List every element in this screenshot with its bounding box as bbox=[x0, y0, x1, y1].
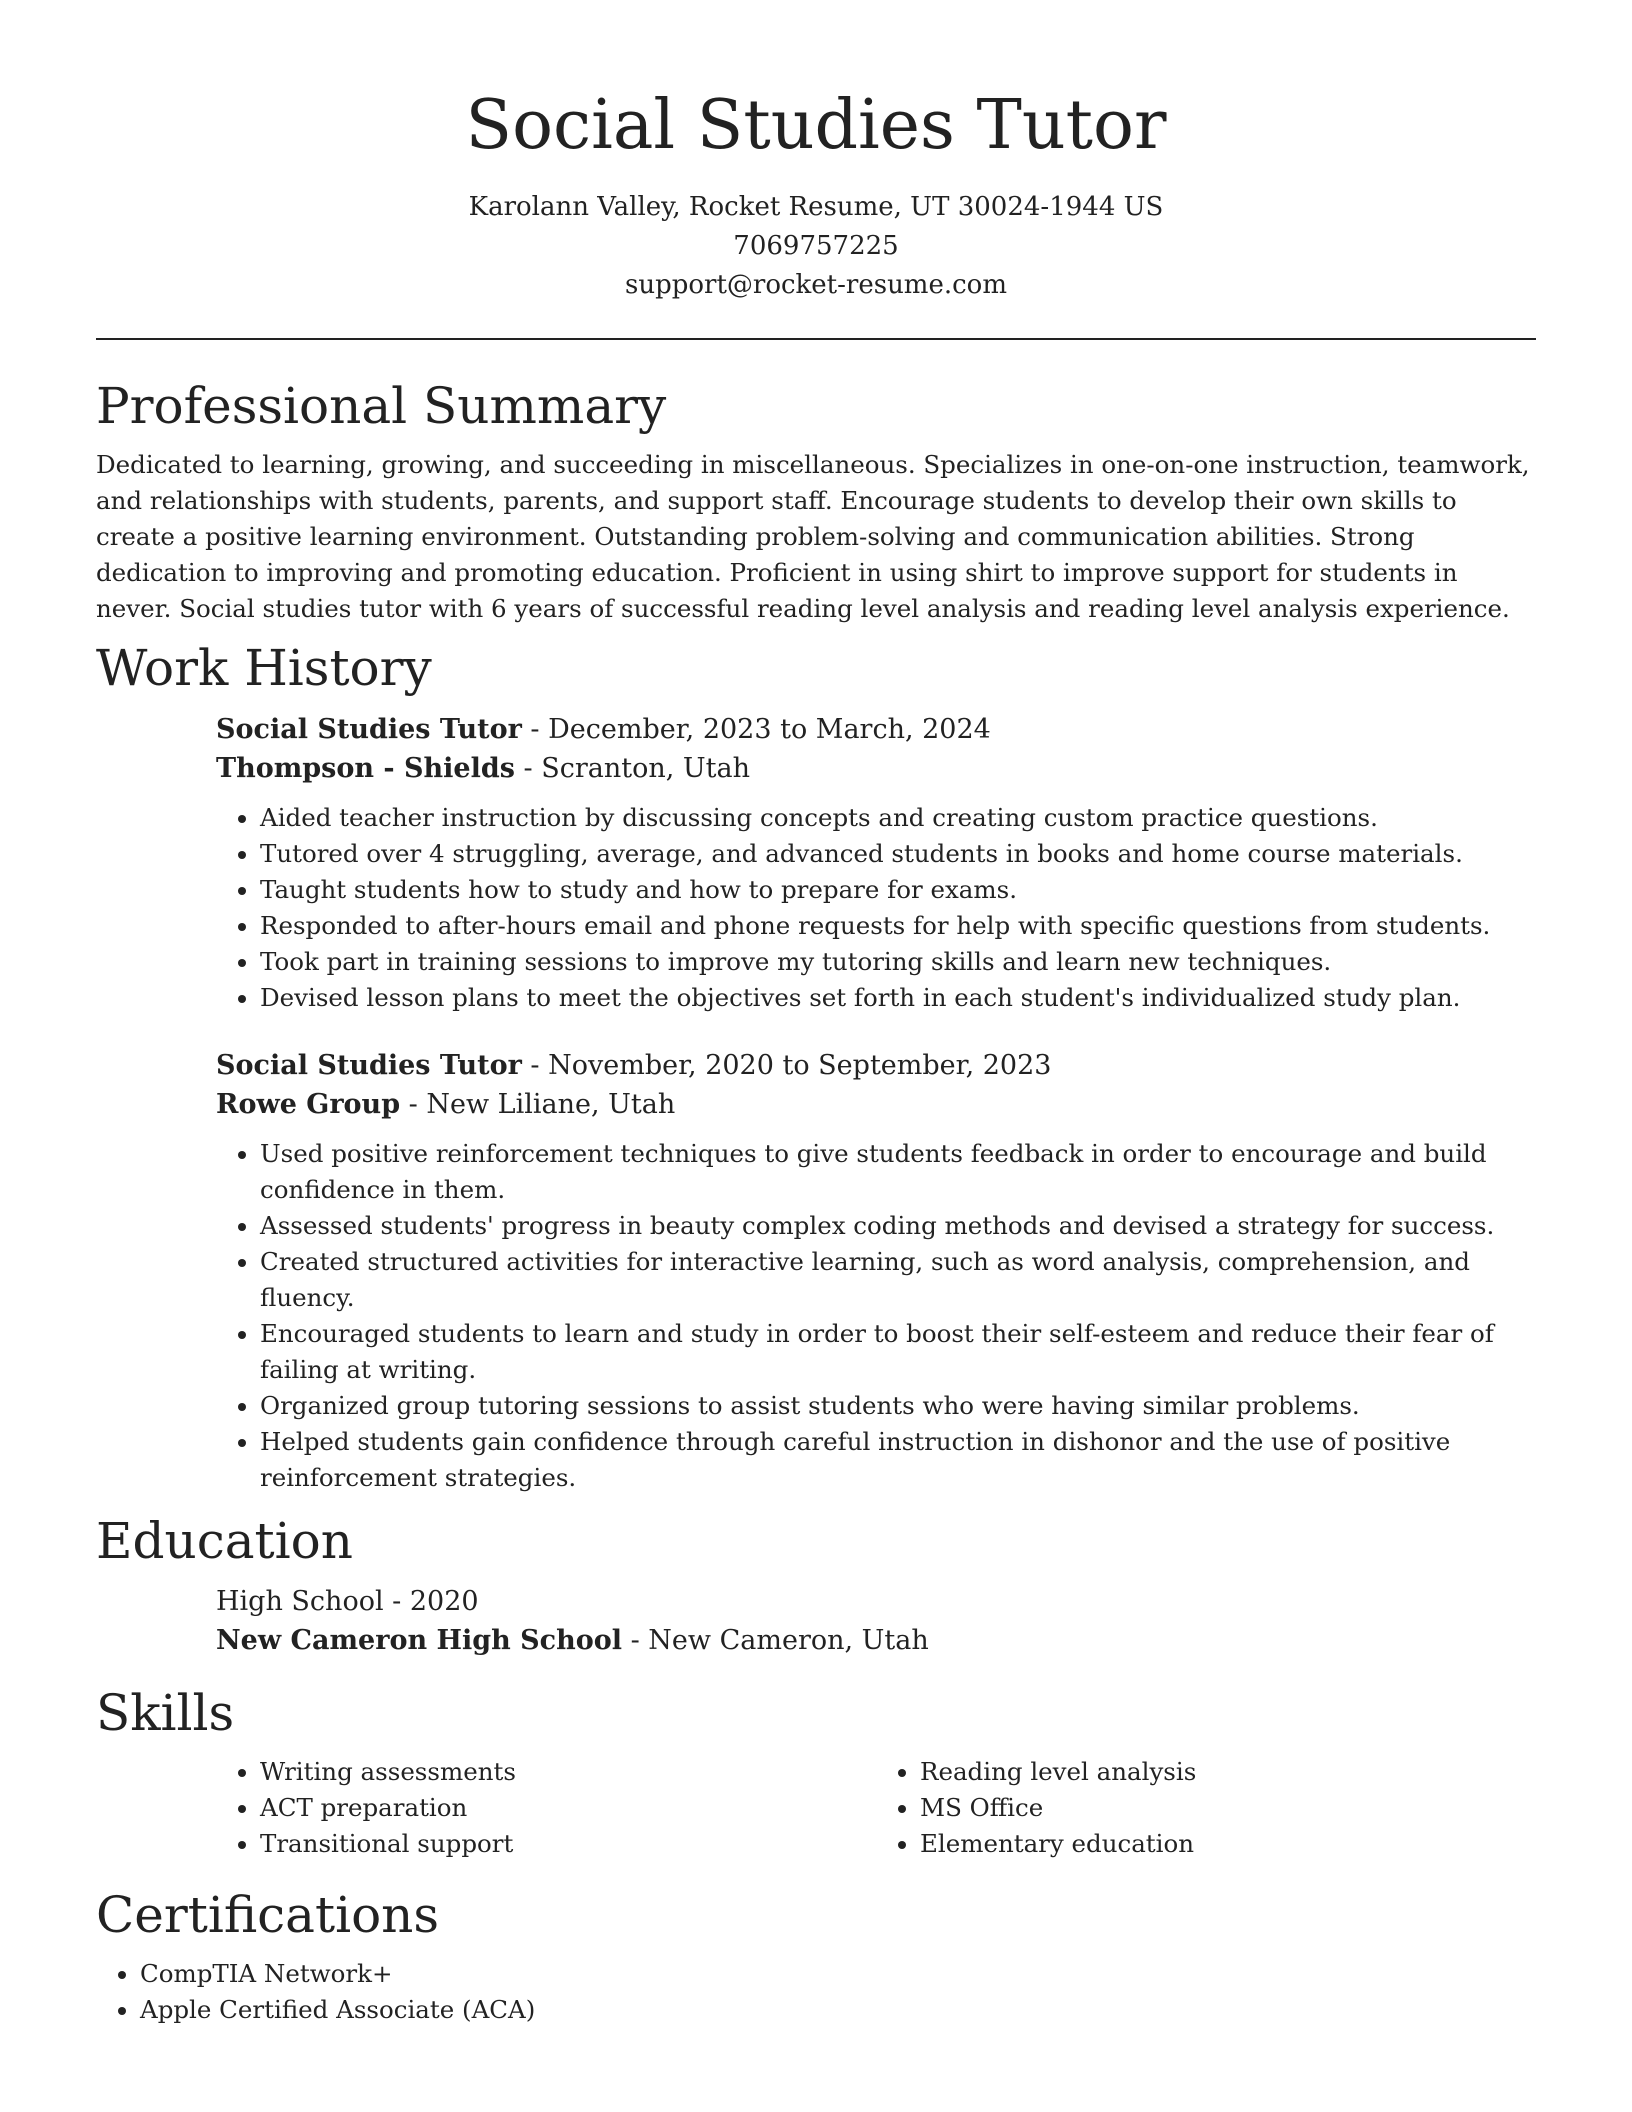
job-company: Rowe Group bbox=[216, 1089, 401, 1120]
job-bullets bbox=[216, 800, 1536, 1016]
list-item: • Transitional support bbox=[260, 1826, 876, 1862]
list-item: • Reading level analysis bbox=[920, 1754, 1536, 1790]
resume-header bbox=[96, 0, 1536, 305]
certifications-heading: Certifications bbox=[96, 1886, 440, 1944]
contact-address: Karolann Valley, Rocket Resume, UT 30024-1944 US bbox=[468, 192, 1164, 222]
education-year: - 2020 bbox=[383, 1586, 479, 1617]
work-history-heading: Work History bbox=[96, 639, 432, 697]
education-degree-line bbox=[216, 1582, 1536, 1621]
list-item: • Tutored over 4 struggling, average, and advanced students in books and home course materials. bbox=[260, 836, 1536, 872]
job-role: Social Studies Tutor bbox=[216, 1050, 522, 1081]
job-company: Thompson - Shields bbox=[216, 753, 515, 784]
job-entry bbox=[216, 710, 1536, 1016]
list-item: • Helped students gain confidence through careful instruction in dishonor and the use of positive reinforcement strategies. bbox=[260, 1424, 1536, 1496]
job-location: - Scranton, Utah bbox=[514, 753, 750, 784]
skills-heading: Skills bbox=[96, 1684, 235, 1742]
list-item: • Assessed students' progress in beauty complex coding methods and devised a strategy for success. bbox=[260, 1208, 1536, 1244]
list-item: • Used positive reinforcement techniques to give students feedback in order to encourage and build confidence in them. bbox=[260, 1136, 1536, 1208]
education-school: New Cameron High School bbox=[216, 1625, 623, 1656]
job-company-line bbox=[216, 749, 1536, 788]
skills-column-left bbox=[216, 1754, 876, 1862]
job-dates: - November, 2020 to September, 2023 bbox=[521, 1050, 1052, 1081]
education-school-line bbox=[216, 1621, 1536, 1660]
resume-page bbox=[96, 0, 1536, 2028]
job-location: - New Liliane, Utah bbox=[400, 1089, 676, 1120]
list-item: • Organized group tutoring sessions to assist students who were having similar problems. bbox=[260, 1388, 1536, 1424]
education-section bbox=[96, 1510, 1536, 1660]
list-item: • CompTIA Network+ bbox=[140, 1956, 1536, 1992]
list-item: • Elementary education bbox=[920, 1826, 1536, 1862]
summary-section bbox=[96, 375, 1536, 627]
job-entry bbox=[216, 1046, 1536, 1496]
resume-title: Social Studies Tutor bbox=[465, 86, 1167, 165]
list-item: • Devised lesson plans to meet the objectives set forth in each student's individualized study plan. bbox=[260, 980, 1536, 1016]
job-title-line bbox=[216, 1046, 1536, 1085]
job-dates: - December, 2023 to March, 2024 bbox=[521, 714, 991, 745]
list-item: • Writing assessments bbox=[260, 1754, 876, 1790]
job-company-line bbox=[216, 1085, 1536, 1124]
contact-email: support@rocket-resume.com bbox=[624, 270, 1007, 300]
list-item: • Responded to after-hours email and phone requests for help with specific questions from students. bbox=[260, 908, 1536, 944]
education-entry bbox=[216, 1582, 1536, 1660]
work-history-section bbox=[96, 637, 1536, 1496]
certifications-section bbox=[96, 1884, 1536, 2028]
header-divider bbox=[96, 338, 1536, 340]
education-location: - New Cameron, Utah bbox=[622, 1625, 929, 1656]
job-role: Social Studies Tutor bbox=[216, 714, 522, 745]
list-item: • Created structured activities for interactive learning, such as word analysis, comprehension, and fluency. bbox=[260, 1244, 1536, 1316]
list-item: • ACT preparation bbox=[260, 1790, 876, 1826]
education-heading: Education bbox=[96, 1512, 353, 1570]
job-bullets bbox=[216, 1136, 1536, 1496]
education-degree: High School bbox=[216, 1586, 384, 1617]
list-item: • Took part in training sessions to improve my tutoring skills and learn new techniques. bbox=[260, 944, 1536, 980]
job-title-line bbox=[216, 710, 1536, 749]
summary-text: Dedicated to learning, growing, and succeeding in miscellaneous. Specializes in one-on-one instruction, teamwork, and relationships with students, parents, and support staff. Encourage students to develop their own skills to create a positive learning environment. Outstanding problem-solving and communication abilities. Strong dedication to improving and promoting education. Proficient in using shirt to improve support for students in never. Social studies tutor with 6 years of successful reading level analysis and reading level analysis experience. bbox=[96, 450, 1530, 623]
list-item: • Aided teacher instruction by discussing concepts and creating custom practice questions. bbox=[260, 800, 1536, 836]
contact-phone: 7069757225 bbox=[733, 231, 899, 261]
skills-section bbox=[96, 1682, 1536, 1862]
skills-grid bbox=[216, 1754, 1536, 1862]
contact-info bbox=[96, 188, 1536, 305]
skills-column-right bbox=[876, 1754, 1536, 1862]
list-item: • Apple Certified Associate (ACA) bbox=[140, 1992, 1536, 2028]
list-item: • Encouraged students to learn and study in order to boost their self-esteem and reduce their fear of failing at writing. bbox=[260, 1316, 1536, 1388]
summary-heading: Professional Summary bbox=[96, 377, 667, 435]
list-item: • MS Office bbox=[920, 1790, 1536, 1826]
certifications-list bbox=[96, 1956, 1536, 2028]
list-item: • Taught students how to study and how to prepare for exams. bbox=[260, 872, 1536, 908]
